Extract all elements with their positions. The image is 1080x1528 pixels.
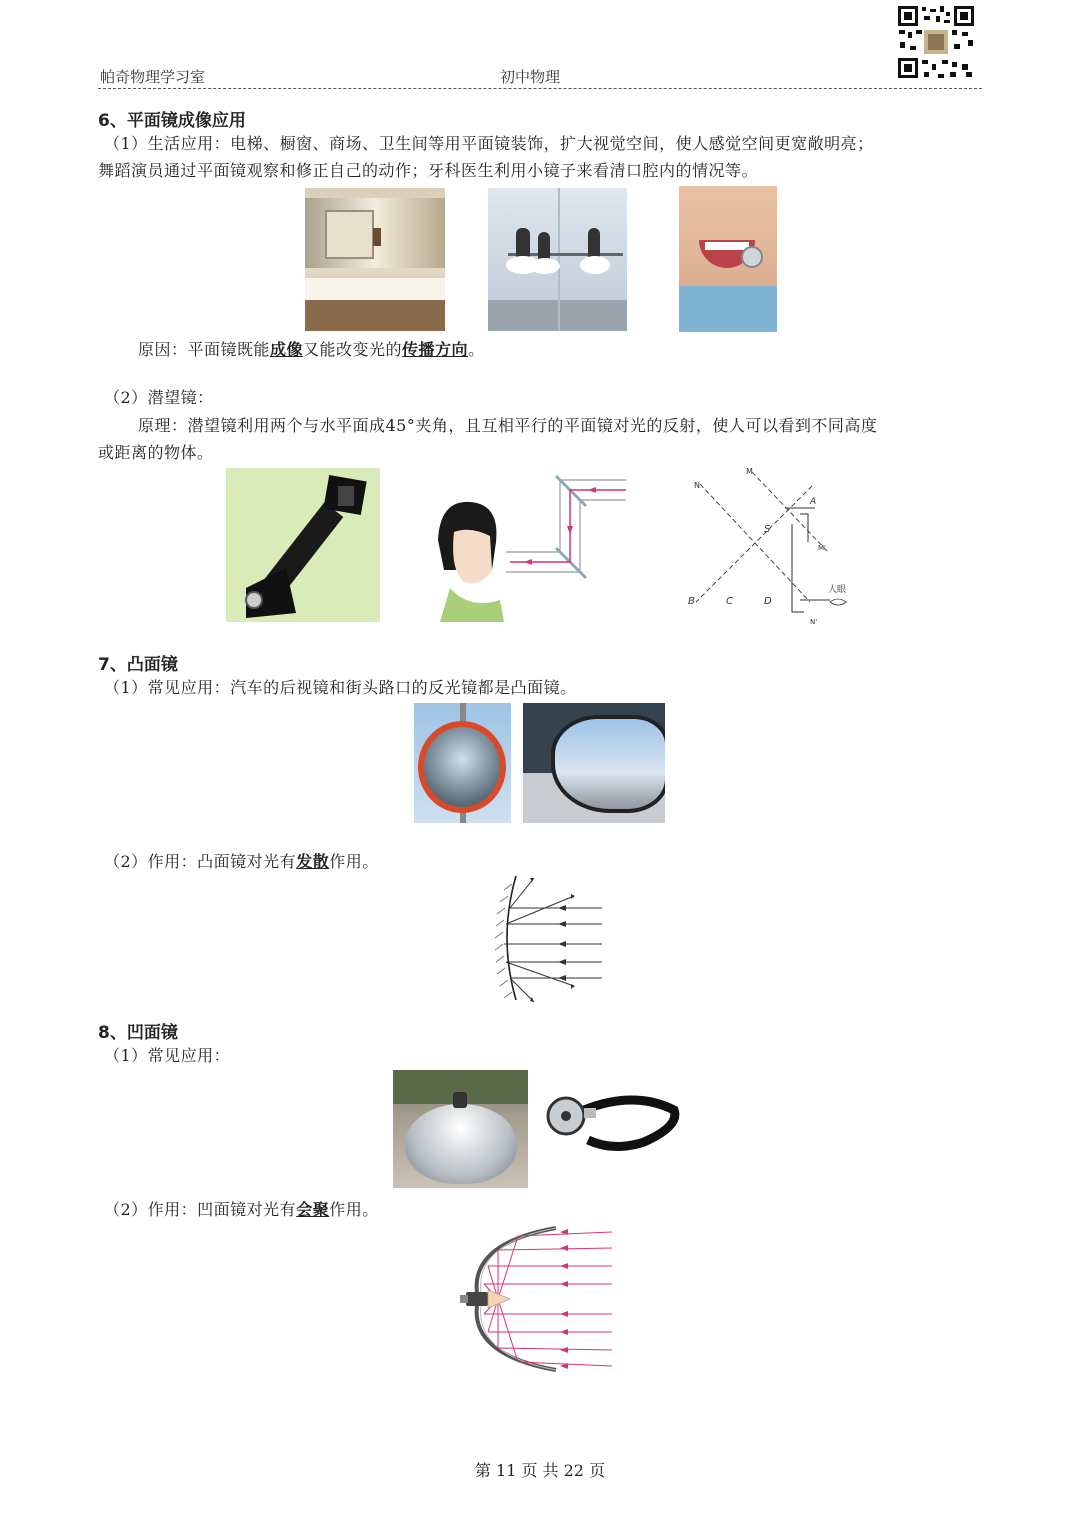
sec7-p1: （1）常见应用：汽车的后视镜和街头路口的反光镜都是凸面镜。 xyxy=(104,678,577,697)
reason-text-end: 。 xyxy=(468,340,485,359)
reason-text: 原因：平面镜既能 xyxy=(138,340,271,359)
sec6-p1-line1: （1）生活应用：电梯、橱窗、商场、卫生间等用平面镜装饰，扩大视觉空间，使人感觉空间更宽敞明亮； xyxy=(104,134,874,153)
periscope-icon xyxy=(226,468,380,622)
sec7-p2-end: 作用。 xyxy=(329,852,379,871)
dancers-mirror-photo xyxy=(488,188,627,331)
sec6-p1-line2: 舞蹈演员通过平面镜观察和修正自己的动作；牙科医生利用小镜子来看清口腔内的情况等。 xyxy=(98,161,759,180)
section-6-title: 6、平面镜成像应用 xyxy=(98,111,246,131)
keyword-converge: 会聚 xyxy=(296,1200,330,1219)
label-s: S xyxy=(764,524,771,535)
section-7-title: 7、凸面镜 xyxy=(98,655,178,675)
reason-text-mid: 又能改变光的 xyxy=(303,340,403,359)
sec7-p2 xyxy=(104,848,379,875)
sec8-p2-end: 作用。 xyxy=(329,1200,379,1219)
label-d: D xyxy=(764,596,772,607)
label-b: B xyxy=(688,596,695,607)
concave-mirror-ray-diagram xyxy=(458,1224,618,1374)
keyword-diverge: 发散 xyxy=(296,852,330,871)
label-c: C xyxy=(726,596,733,607)
label-eye: 人眼 xyxy=(828,585,847,595)
label-n: N xyxy=(694,481,700,490)
sec8-p2-text: （2）作用：凹面镜对光有 xyxy=(104,1200,297,1219)
bathroom-mirror-photo xyxy=(305,188,445,331)
sec6-reason xyxy=(138,336,485,363)
label-m-prime: M' xyxy=(818,544,826,552)
header-center: 初中物理 xyxy=(500,68,561,86)
label-a: A xyxy=(810,497,817,507)
section-8-title: 8、凹面镜 xyxy=(98,1023,178,1043)
sec6-p2-line2: 或距离的物体。 xyxy=(98,443,214,462)
label-n-prime: N' xyxy=(810,618,818,626)
car-side-mirror-photo xyxy=(523,703,665,823)
periscope-photo xyxy=(226,468,380,622)
periscope-geometry-diagram xyxy=(680,462,860,627)
dentist-mirror-photo xyxy=(679,186,777,332)
keyword-direction: 传播方向 xyxy=(402,340,469,359)
head-mirror-icon xyxy=(544,1090,682,1160)
convex-traffic-mirror-photo xyxy=(414,703,511,823)
label-m: M xyxy=(746,467,753,476)
header-left: 帕奇物理学习室 xyxy=(100,68,206,86)
sec6-p2-line1: 原理：潜望镜利用两个与水平面成45°夹角，且互相平行的平面镜对光的反射，使人可以看到不同高度 xyxy=(138,416,878,435)
eye-icon xyxy=(830,599,846,605)
sec8-p1: （1）常见应用： xyxy=(104,1046,231,1065)
page-number: 第 11 页 共 22 页 xyxy=(474,1461,606,1480)
keyword-imaging: 成像 xyxy=(270,340,304,359)
qr-code-icon xyxy=(896,4,976,80)
sec8-p2 xyxy=(104,1196,379,1223)
convex-mirror-ray-diagram xyxy=(474,872,606,1004)
solar-cooker-photo xyxy=(393,1070,528,1188)
periscope-light-path-diagram xyxy=(420,470,632,622)
head-mirror-photo xyxy=(544,1090,682,1160)
sec7-p2-text: （2）作用：凸面镜对光有 xyxy=(104,852,297,871)
sec6-p2-title: （2）潜望镜： xyxy=(104,388,214,407)
header-rule xyxy=(98,88,982,89)
